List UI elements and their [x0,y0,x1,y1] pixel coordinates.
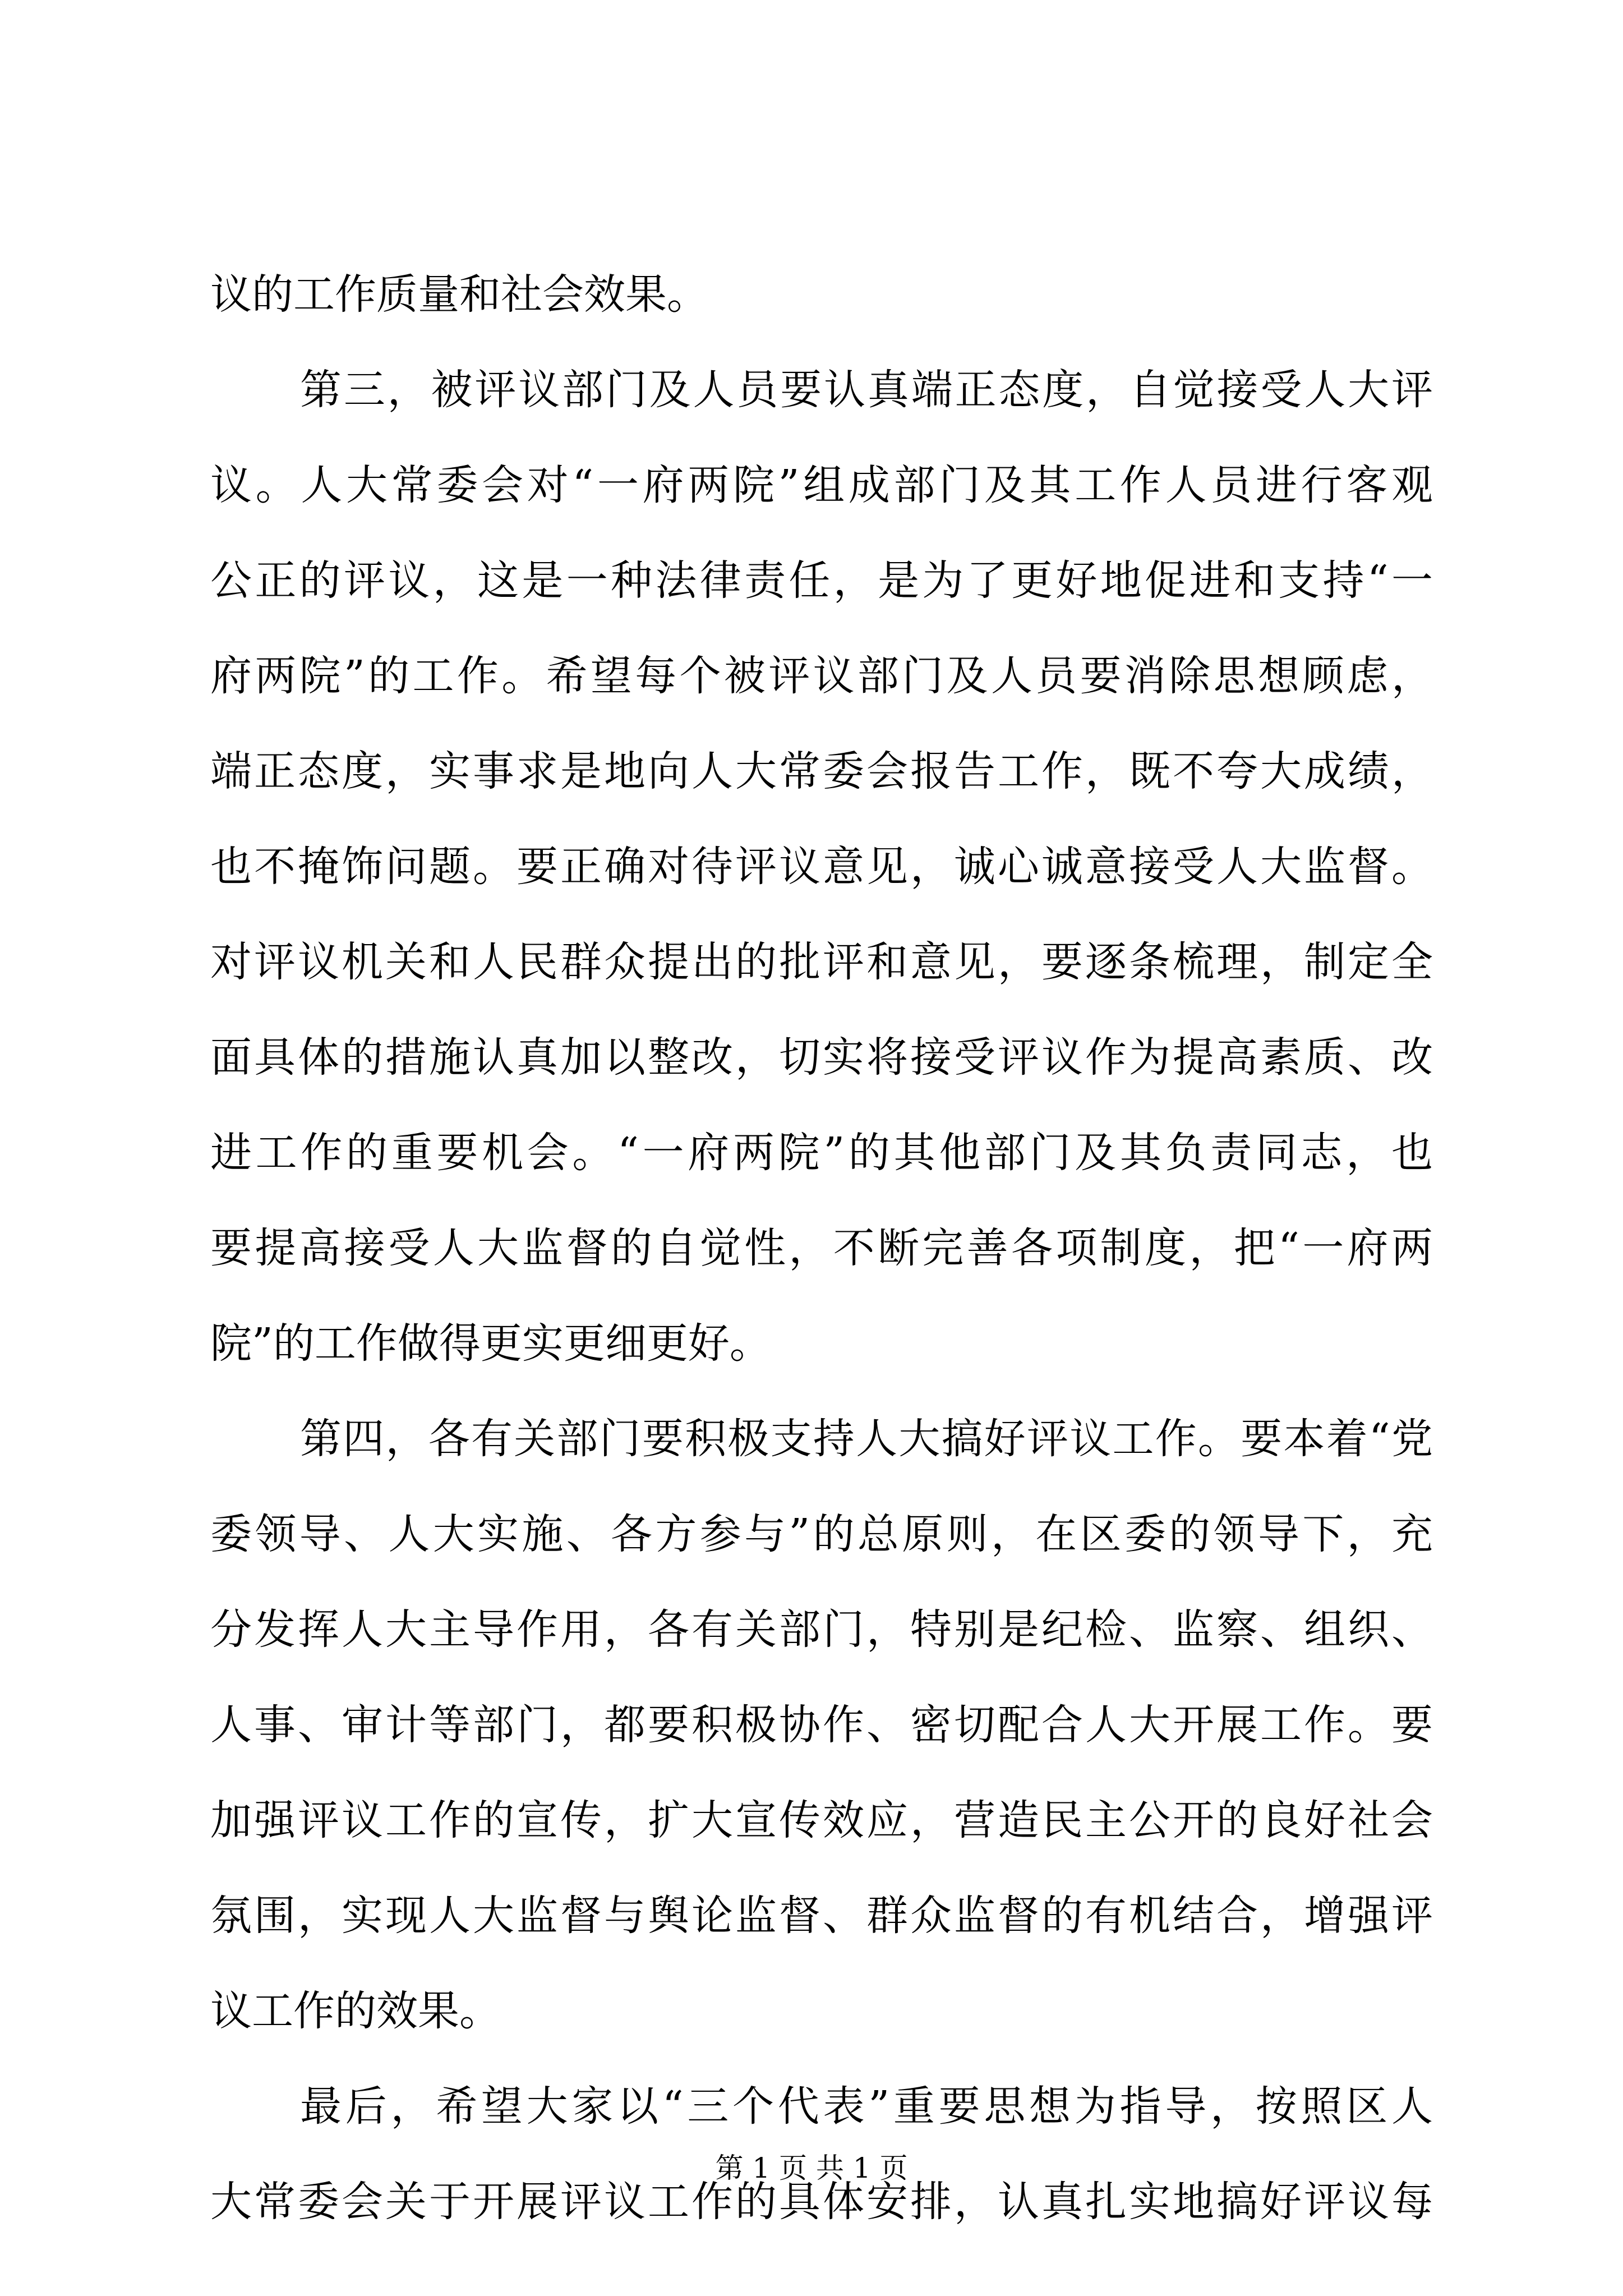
text-line: 公正的评议，这是一种法律责任，是为了更好地促进和支持“一 [210,556,1433,605]
text-line: 氛围，实现人大监督与舆论监督、群众监督的有机结合，增强评 [210,1892,1433,1940]
text-line: 也不掩饰问题。要正确对待评议意见，诚心诚意接受人大监督。 [210,843,1433,891]
text-line: 院”的工作做得更实更细更好。 [210,1319,771,1368]
text-line: 大常委会关于开展评议工作的具体安排，认真扎实地搞好评议每 [210,2178,1433,2226]
text-line: 人事、审计等部门，都要积极协作、密切配合人大开展工作。要 [210,1701,1433,1749]
text-line: 议工作的效果。 [210,1987,501,2035]
text-line: 加强评议工作的宣传，扩大宣传效应，营造民主公开的良好社会 [210,1796,1433,1844]
text-line: 端正态度，实事求是地向人大常委会报告工作，既不夸大成绩， [210,747,1433,795]
text-line: 府两院”的工作。希望每个被评议部门及人员要消除思想顾虑， [210,652,1433,700]
text-line: 要提高接受人大监督的自觉性，不断完善各项制度，把“一府两 [210,1224,1433,1272]
page-number-footer: 第 1 页 共 1 页 [715,2152,908,2184]
text-line: 分发挥人大主导作用，各有关部门，特别是纪检、监察、组织、 [210,1605,1433,1654]
paragraph-first-line: 最后，希望大家以“三个代表”重要思想为指导，按照区人 [300,2082,1433,2131]
document-body [210,247,1433,2249]
text-line: 进工作的重要机会。“一府两院”的其他部门及其负责同志，也 [210,1129,1433,1177]
text-line: 委领导、人大实施、各方参与”的总原则，在区委的领导下，充 [210,1510,1433,1558]
text-line: 议的工作质量和社会效果。 [210,270,708,319]
paragraph-first-line: 第三，被评议部门及人员要认真端正态度，自觉接受人大评 [300,366,1433,414]
paragraph-first-line: 第四，各有关部门要积极支持人大搞好评议工作。要本着“党 [300,1415,1433,1463]
text-line: 面具体的措施认真加以整改，切实将接受评议作为提高素质、改 [210,1033,1433,1082]
text-line: 议。人大常委会对“一府两院”组成部门及其工作人员进行客观 [210,461,1433,509]
text-line: 对评议机关和人民群众提出的批评和意见，要逐条梳理，制定全 [210,938,1433,986]
